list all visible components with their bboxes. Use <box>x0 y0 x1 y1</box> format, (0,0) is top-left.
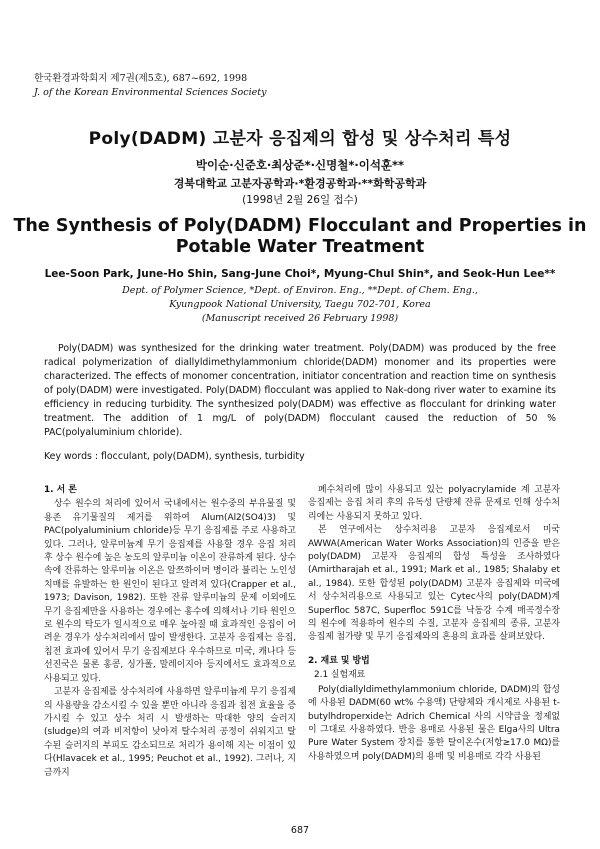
page-number: 687 <box>290 825 310 836</box>
paper-title-en <box>0 216 600 258</box>
body-paragraph: 폐수처리에 많이 사용되고 있는 polyacrylamide 계 고분자 응집제는 응집 처리 후의 유독성 단량체 잔류 문제로 인해 상수처리에는 사용되지 못하고 있다. <box>308 485 560 522</box>
received-date-ko: (1998년 2월 26일 접수) <box>242 194 358 206</box>
paper-title-en-line2: Potable Water Treatment <box>175 237 425 257</box>
affiliation-en <box>0 284 600 326</box>
body-paragraph: Poly(diallyldimethylammonium chloride, DADM)의 합성에 사용된 DADM(60 wt% 수용액) 단량체와 개시제로 사용된 t-butylhdroperxide는 Adrich Chemical 사의 시약급을 정제없이 그대로 사용하였다. 반응 용매로 사용된 물은 Elga사의 Ultra Pure Water System 장치를 통한 탈이온수(저항≥17.0 MΩ)를 사용하였으며 poly(DADM)의 용매 및 비용매로 각각 사용된 <box>308 684 560 762</box>
body-paragraph: 고분자 응집제를 상수처리에 사용하면 알루미늄계 무기 응집제의 사용량을 감소시킬 수 있을 뿐만 아니라 응집과 침전 효율을 증가시킬 수 있고 상수 처리 시 발생하는 막대한 양의 슬러지(sludge)의 여과 비저항이 낮아져 탈수처리 공정이 쉬워지고 탈수된 슬러지의 부피도 감소되므로 처리가 용이해 지는 이점이 있다(Hlavacek et al., 1995; Peuchot et al., 1992). 그러나, 지금까지 <box>44 687 296 778</box>
abstract: Poly(DADM) was synthesized for the drinking water treatment. Poly(DADM) was produced by the free radical polymerization of diallyldimethylammonium chloride(DADM) monomer and its properties were characterized. The effects of monomer concentration, initiator concentration and reaction time on synthesis of poly(DADM) were investigated. Poly(DADM) flocculant was applied to Nak-dong river water to examine its efficiency in reducing turbidity. The synthesized poly(DADM) was effective as flocculant for drinking water treatment. The addition of 1 mg/L of poly(DADM) flocculant caused the reduction of 50 % PAC(polyaluminium chloride). <box>44 343 556 438</box>
paper-title-en-line1: The Synthesis of Poly(DADM) Flocculant and Properties in <box>13 216 587 236</box>
authors-ko: 박이순·신준호·최상준*·신명철*·이석훈** <box>195 158 405 172</box>
affiliation-ko: 경북대학교 고분자공학과·*환경공학과·**화학공학과 <box>173 177 427 190</box>
left-column <box>44 484 296 780</box>
section-heading-methods: 2. 재료 및 방법 <box>308 655 370 666</box>
keywords: Key words : flocculant, poly(DADM), synthesis, turbidity <box>44 451 305 462</box>
subsection-heading-materials: 2.1 실험재료 <box>314 670 366 681</box>
body-paragraph: 본 연구에서는 상수처리용 고분자 응집제로서 미국 AWWA(American Water Works Association)의 인증을 받은 poly(DADM) 고분자 응집제의 합성 특성을 조사하였다(Amirtharajah et al., 1991; Mark et al., 1985; Shalaby et al., 1984). 또한 합성된 poly(DADM) 고분자 응집제와 미국에서 상수처리용으로 사용되고 있는 Cytec사의 poly(DADM)계 Superfloc 587C, Superfloc 591C를 낙동강 수계 매곡정수장의 원수에 적용하여 원수의 수질, 고분자 응집제의 종류, 고분자 응집제 첨가량 및 무기 응집제와의 혼용의 효과를 살펴보았다. <box>308 525 560 643</box>
journal-name-en: J. of the Korean Environmental Sciences Society <box>34 87 267 98</box>
affiliation-univ: Kyungpook National University, Taegu 702-701, Korea <box>169 299 431 310</box>
journal-header <box>34 72 266 100</box>
section-heading-introduction: 1. 서 론 <box>44 485 77 495</box>
paper-title-ko: Poly(DADM) 고분자 응집제의 합성 및 상수처리 특성 <box>88 129 512 149</box>
affiliation-dept: Dept. of Polymer Science, *Dept. of Environ. Eng., **Dept. of Chem. Eng., <box>122 285 478 296</box>
received-date-en: (Manuscript received 26 February 1998) <box>201 313 399 324</box>
body-paragraph: 상수 원수의 처리에 있어서 국내에서는 원수중의 부유물질 및 용존 유기물질의 제거를 위하여 Alum(Al2(SO4)3) 및 PAC(polyaluminium chloride)등 무기 응집제를 주로 사용하고 있다. 그러나, 알루미늄계 무기 응집제를 사용할 경우 응집 처리 후 상수 원수에 높은 농도의 알루미늄 이온이 잔류하게 된다. 상수 속에 잔류하는 알루미늄 이온은 알쯔하이머 병이라 불리는 노인성 치매를 유발하는 한 원인이 된다고 알려져 있다(Crapper et al., 1973; Davison, 1982). 또한 잔류 알루미늄의 문제 이외에도 무기 응집제만을 사용하는 경우에는 홍수에 의해서나 기타 원인으로 원수의 탁도가 일시적으로 매우 높아질 때 효과적인 응집이 어려운 경우가 상수처리에서 많이 발생한다. 고분자 응집제는 응집, 침전 효과에 있어서 무기 응집제보다 우수하므로 미국, 캐나다 등 선진국은 물론 홍콩, 싱가폴, 말레이지아 등지에서도 효과적으로 사용되고 있다. <box>44 499 296 684</box>
journal-citation-ko: 한국환경과학회지 제7권(제5호), 687~692, 1998 <box>34 73 248 84</box>
right-column <box>308 484 560 764</box>
authors-en: Lee-Soon Park, June-Ho Shin, Sang-June Choi*, Myung-Chul Shin*, and Seok-Hun Lee** <box>44 268 556 280</box>
spacer <box>308 645 560 655</box>
